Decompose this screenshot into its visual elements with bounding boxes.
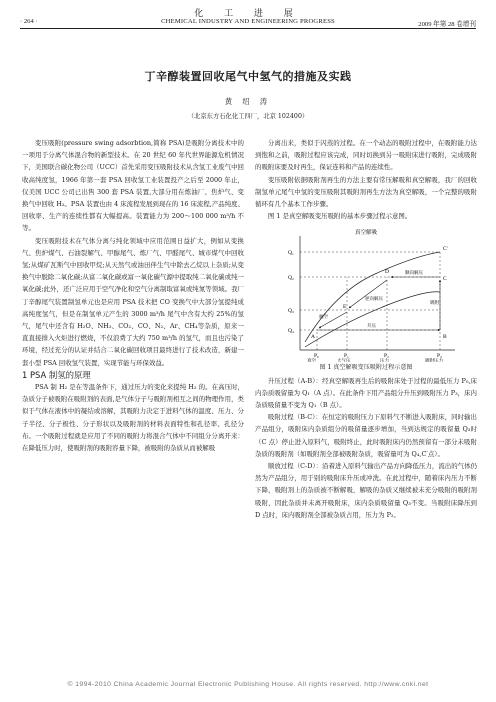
label-pressurize: 升压 [367,323,376,329]
figure-inner-title: 真空解吸 [355,230,378,237]
label-evacuate: 抽空 [319,314,328,320]
label-cocurrent: 顺向解压 [405,270,423,276]
journal-title-en: CHEMICAL INDUSTRY AND ENGINEERING PROGRESS [161,18,335,25]
journal-title-cn: 化 工 进 展 [194,9,302,19]
point-c: C [443,276,447,283]
body-paragraph: 顺放过程（C-D）：沿着进入原料气输出产品方向降低压力，流出的气体仍然为产品组分，用于别的吸附床升压或冲洗。在此过程中，随着床内压力不断下降，吸附剂上的杂质被不断解吸，解吸的杂质又继续被未充分吸附的吸附剂吸附，因此杂质并未离开吸附床，床内杂质吸留量 Q₃不变。当吸附床降压到 D 点时，床内吸附剂全部被杂质占用，压力为 P₂。 [255,462,477,519]
x-sublabel-atm: 大气压 [337,358,351,363]
point-e: E [343,304,347,311]
body-paragraph: 分离出来，类似于闪蒸的过程。在一个动态的吸附过程中，在吸附能力达到饱和之前，吸附过程应该完成，同时切换到另一吸附床进行吸附，完成吸附的吸附床要及时再生，保证连料和产品的连续性。 [255,139,477,172]
isotherm-diagram [255,222,477,362]
copyright-footer: © 1994-2010 China Academic Journal Electronic Publishing House. All rights reserved. http://www.cnki.net [67,681,429,688]
body-paragraph: 吸附过程（B-C）：在恒定的吸附压力下原料气不断进入吸附床，同时输出产品组分，吸附床内杂质组分的吸留量逐步增加，当到达规定的吸留量 Q₃时（C 点）停止进入原料气，吸附终止，此时吸附床内仍然预留有一部分未吸附杂质的吸附剂（如吸附剂全部被吸附杂质，吸留量可为 Q₄,C′点）。 [255,413,477,458]
body-paragraph: PSA 制 H₂ 是在等温条件下，通过压力的变化来提纯 H₂ 的。在高压时，杂质分子被吸附在吸附剂的表面,是气体分子与吸附剂相互之间的物理作用，类似于气体在液体中的凝结或溶解，其吸附力决定于进料气体的温度、压力、分子半径、分子极性、分子形状以及吸附剂的材料表面特性和孔径率、孔径分布。一个吸附过程就是应用了不同的吸附力将混合气体中不同组分分离开来：在降低压力时，使吸附剂的吸附容量下降，被吸附的杂质从而被解吸 [22,383,244,453]
label-adsorb: 吸附 [430,300,439,306]
x-sublabel-pressure: 压力 [380,358,389,363]
point-d: D [385,269,389,276]
y-label-q4: Q₄ [288,328,294,335]
left-column [22,137,244,454]
body-paragraph: 图 1 是真空解吸变压吸附的基本步骤过程示意图。 [267,212,412,221]
body-paragraph: 变压吸附(pressure swing adsorbtion,简称 PSA)是吸附分离技术中的一项用于分离气体混合物的新型技术。在 20 世纪 60 年代世界能源危机情况下，美国联合碳化物公司（UCC）首先采用变压吸附技术从含氢工业废气中回收高纯度氢，1966 年第一套 PSA 回收氢工业装置投产之后至 2000 年止，仅美国 UCC 公司已出售 300 套 PSA 装置,大部分用在炼油厂、焦炉气、变换气中回收 H₂。PSA 装置也由 4 床流程发展到现在的 16 床流程,产品纯度、回收率、生产的连续性都有大幅提高。装置能力为 200～100 000 m³/h 不等。 [22,139,245,233]
body-paragraph: 变压吸附技术在气体分离与纯化领域中应用范围日益扩大，例如从变换气、焦炉煤气、石油裂解气、甲醇尾气、炼厂气、甲醛尾气、城市煤气中回收氢;从煤矿瓦斯气中回收甲烷;从天然气或油田伴生气中除去乙烷以上杂质;从变换气中脱除二氧化碳;从富二氧化碳或富一氧化碳气源中提取纯二氧化碳或纯一氧化碳;此外，还广泛应用于空气净化和空气分离制取富氧或纯氮等领域。我厂丁辛醇尾气装置制氢单元也是应用 PSA 技术把 CO 变换气中大部分氢提纯成高纯度氢气，但是在制氢单元产生的 3000 m³/h 尾气中含有大约 25%的氢气，尾气中还含有 H₂O、NH₃、CO₂、CO、N₂、Ar、CH₄等杂质，原来一直直接排入火炬进行燃烧，不仅浪费了大约 750 m³/h 的氢气，而且也污染了环境，经过充分的认证并结合二氧化碳回收项目最终进行了技术改造，新建一套小型 PSA 回收氢气装置，实现节能与环保效益。 [22,236,244,367]
countercurrent-arrow [349,280,387,308]
x-sublabel-vacuum: 真空 [307,358,316,363]
figure-1 [255,222,477,362]
body-paragraph: 变压吸附依据吸附剂再生的方法主要有常压解吸和真空解吸，我厂的回收制氢单元尾气中氢的变压吸附其吸附剂再生方法为真空解吸，一个完整的吸附循环有几个基本工作步骤。 [255,175,477,209]
article-affiliation: （北京东方石化化工四厂，北京 102400） [187,113,309,120]
section-heading: 1 PSA 制氢的原理 [22,369,91,380]
y-label-q2: Q₂ [288,275,294,282]
right-column [255,137,477,521]
article-title: 丁辛醇装置回收尾气中氢气的措施及实践 [144,70,352,83]
x-label-p2: P₂ [384,353,389,360]
y-label-q3: Q₃ [288,308,294,315]
y-label-q1: Q₁ [288,250,294,257]
article-author: 黄 绍 涛 [224,97,272,106]
header-rule [20,28,476,29]
body-paragraph: 升压过程（A-B）：经真空解吸再生后的吸附床处于过程的最低压力 P₀,床内杂质吸留量为 Q₁（A 点）。在此条件下用产品组分升压到吸附压力 P₃，床内杂质吸留量不变为 Q₁（B 点）。 [255,376,477,410]
x-right-label: 吸附压力 [425,358,443,363]
x-label-p1: P₁ [344,353,349,360]
page-number: · 264 · [20,18,38,25]
figure-caption: 图 1 真空解吸变压吸附过程示意图 [319,364,413,372]
volume-info: 2009 年第 28 卷增刊 [418,21,476,28]
x-label-p0: P₀ [314,353,319,360]
point-c-prime: C' [443,246,448,253]
point-b: B [443,334,447,341]
x-label-p3: P₃ [437,353,442,360]
label-countercurrent: 逆向解压 [365,296,383,302]
point-a: A [311,334,315,341]
